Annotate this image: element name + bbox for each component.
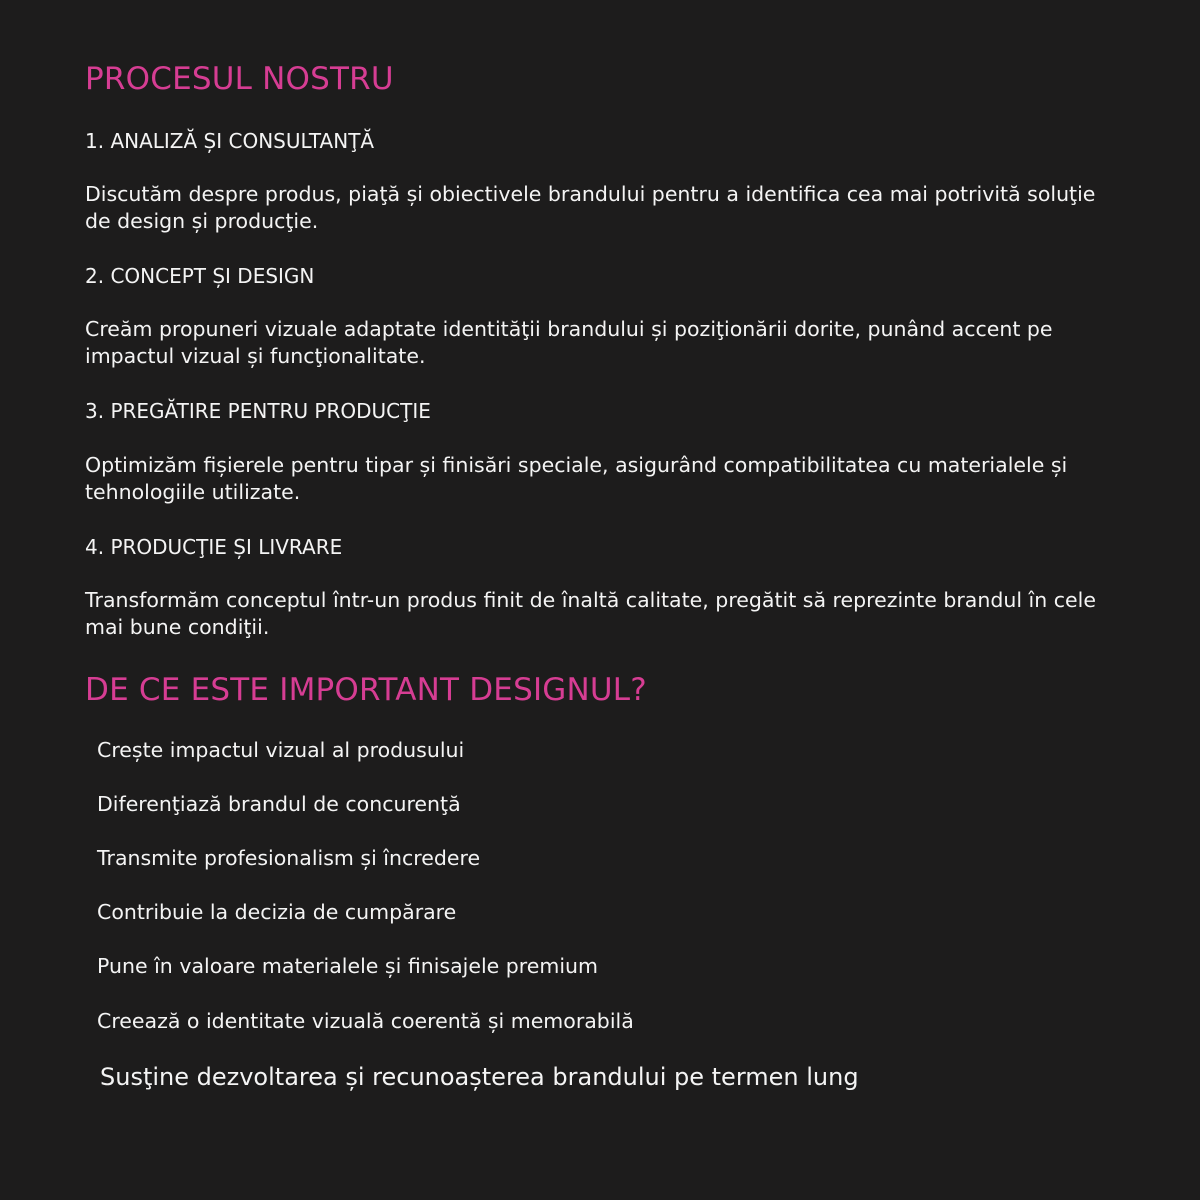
benefit-item: Diferenţiază brandul de concurenţă (97, 792, 461, 816)
step-2-description: Creăm propuneri vizuale adaptate identităţii brandului și poziţionării dorite, punând accent pe impactul vizual și funcţionalitate. (85, 317, 1053, 368)
step-4-title: 4. PRODUCŢIE ȘI LIVRARE (85, 535, 343, 559)
step-3-description: Optimizăm fișierele pentru tipar și finisări speciale, asigurând compatibilitatea cu materialele și tehnologiile utilizate. (85, 453, 1068, 504)
step-1-title: 1. ANALIZĂ ȘI CONSULTANŢĂ (85, 129, 375, 153)
step-3-title: 3. PREGĂTIRE PENTRU PRODUCŢIE (85, 399, 431, 423)
step-4-description: Transformăm conceptul într-un produs finit de înaltă calitate, pregătit să reprezinte brandul în cele mai bune condiţii. (85, 588, 1096, 639)
step-1-description: Discutăm despre produs, piaţă și obiectivele brandului pentru a identifica cea mai potrivită soluţie de design și producţie. (85, 182, 1096, 233)
importance-heading: DE CE ESTE IMPORTANT DESIGNUL? (85, 672, 647, 708)
benefit-item: Pune în valoare materialele și finisajele premium (97, 954, 599, 978)
process-heading: PROCESUL NOSTRU (85, 61, 394, 97)
benefit-item: Susţine dezvoltarea și recunoașterea brandului pe termen lung (100, 1063, 859, 1091)
step-2-title: 2. CONCEPT ȘI DESIGN (85, 264, 315, 288)
benefit-item: Crește impactul vizual al produsului (97, 738, 465, 762)
benefit-item: Creează o identitate vizuală coerentă și memorabilă (97, 1009, 634, 1033)
benefit-item: Contribuie la decizia de cumpărare (97, 900, 457, 924)
benefit-item: Transmite profesionalism și încredere (97, 846, 481, 870)
